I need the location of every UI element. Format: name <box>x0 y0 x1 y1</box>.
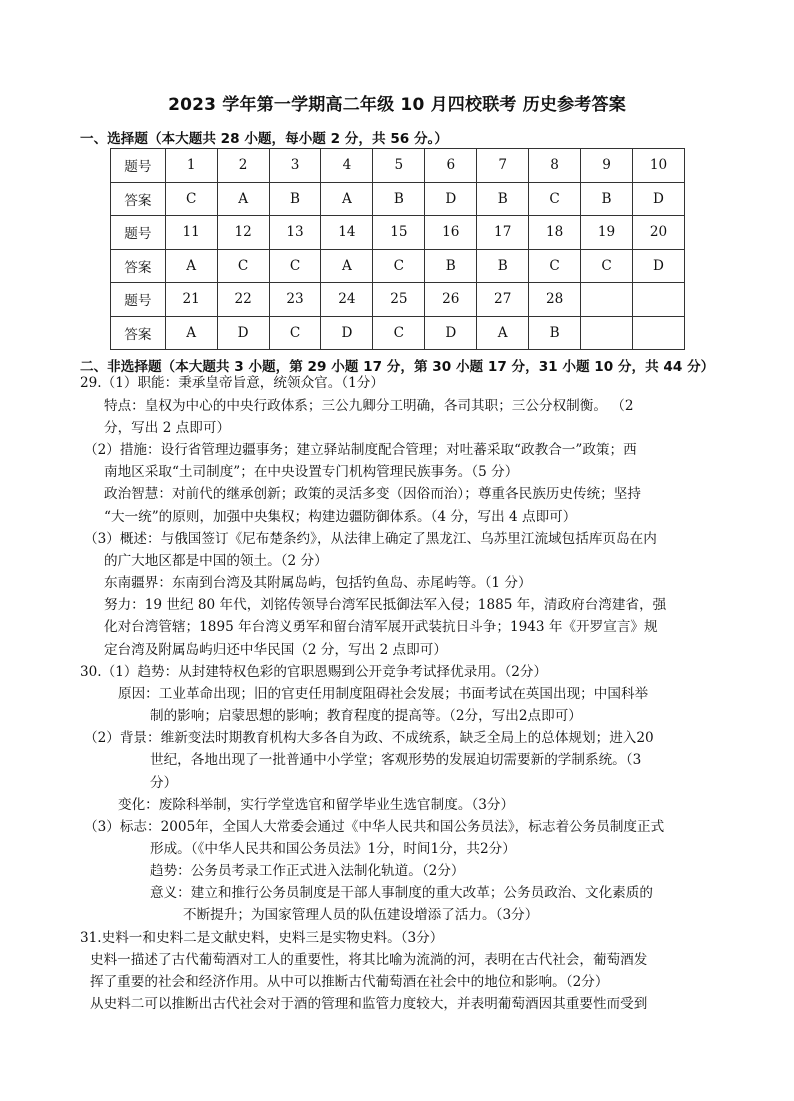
answer-line: 特点：皇权为中心的中央行政体系；三公九卿分工明确，各司其职；三公分权制衡。 （2 <box>104 398 634 414</box>
table-cell: C <box>217 249 269 283</box>
table-cell: 14 <box>321 216 373 250</box>
table-cell: 3 <box>269 149 321 183</box>
table-cell: D <box>321 316 373 350</box>
table-cell: C <box>529 249 581 283</box>
answer-line: 南地区采取“土司制度”；在中央设置专门机构管理民族事务。（5 分） <box>104 464 519 480</box>
answer-table <box>110 148 685 350</box>
table-row <box>111 283 685 317</box>
table-cell: B <box>269 182 321 216</box>
answer-line: 30.（1）趋势：从封建特权色彩的官职恩赐到公开竞争考试择优录用。（2分） <box>80 664 548 680</box>
table-cell: A <box>321 249 373 283</box>
answer-line: （2）措施：设行省管理边疆事务；建立驿站制度配合管理；对吐蕃采取“政教合一”政策；西 <box>84 442 637 458</box>
table-cell: 12 <box>217 216 269 250</box>
table-cell: C <box>529 182 581 216</box>
table-cell: 19 <box>581 216 633 250</box>
answer-line: 从史料二可以推断出古代社会对于酒的管理和监管力度较大，并表明葡萄酒因其重要性而受到 <box>90 996 648 1012</box>
table-cell: D <box>633 249 685 283</box>
answer-line: 分） <box>150 775 178 791</box>
answer-line: （3）概述：与俄国签订《尼布楚条约》，从法律上确定了黑龙江、乌苏里江流域包括库页岛在内 <box>84 531 657 547</box>
table-cell: 26 <box>425 283 477 317</box>
answer-line: （2）背景：维新变法时期教育机构大多各自为政、不成统系，缺乏全局上的总体规划；进入20 <box>84 730 654 746</box>
table-cell: C <box>373 249 425 283</box>
section-heading-choice: 一、选择题（本大题共 28 小题，每小题 2 分，共 56 分。） <box>80 131 448 147</box>
table-cell: B <box>529 316 581 350</box>
answer-line: 世纪，各地出现了一批普通中小学堂；客观形势的发展迫切需要新的学制系统。（3 <box>150 752 642 768</box>
row-label: 题号 <box>111 283 166 317</box>
table-cell <box>581 316 633 350</box>
table-cell <box>581 283 633 317</box>
table-cell: D <box>217 316 269 350</box>
table-cell: 9 <box>581 149 633 183</box>
answer-line: 挥了重要的社会和经济作用。从中可以推断古代葡萄酒在社会中的地位和影响。（2分） <box>90 974 609 990</box>
table-cell: D <box>425 316 477 350</box>
table-cell: A <box>477 316 529 350</box>
table-row <box>111 216 685 250</box>
table-cell: 23 <box>269 283 321 317</box>
table-cell: A <box>321 182 373 216</box>
table-cell: 8 <box>529 149 581 183</box>
answer-line: 定台湾及附属岛屿归还中华民国（2 分，写出 2 点即可） <box>104 642 447 658</box>
table-row <box>111 182 685 216</box>
table-cell: D <box>425 182 477 216</box>
table-cell: B <box>477 182 529 216</box>
answer-line: 化对台湾管辖；1895 年台湾义勇军和留台清军展开武装抗日斗争；1943 年《开罗宣言》规 <box>104 619 658 635</box>
table-cell: 1 <box>165 149 217 183</box>
answer-line: 分，写出 2 点即可） <box>104 420 231 436</box>
table-cell: A <box>165 249 217 283</box>
table-cell: 5 <box>373 149 425 183</box>
row-label: 题号 <box>111 149 166 183</box>
answer-line: 的广大地区都是中国的领土。（2 分） <box>104 553 328 569</box>
table-cell: A <box>165 316 217 350</box>
table-cell: 20 <box>633 216 685 250</box>
answer-line: 政治智慧：对前代的继承创新；政策的灵活多变（因俗而治）；尊重各民族历史传统；坚持 <box>104 486 641 502</box>
table-cell: 15 <box>373 216 425 250</box>
table-row <box>111 249 685 283</box>
table-cell: 22 <box>217 283 269 317</box>
row-label: 答案 <box>111 182 166 216</box>
row-label: 题号 <box>111 216 166 250</box>
answer-line: 史料一描述了古代葡萄酒对工人的重要性，将其比喻为流淌的河，表明在古代社会，葡萄酒发 <box>90 952 648 968</box>
answer-line: “大一统”的原则，加强中央集权；构建边疆防御体系。（4 分，写出 4 点即可） <box>104 509 577 525</box>
table-row <box>111 149 685 183</box>
table-row <box>111 316 685 350</box>
table-cell: B <box>373 182 425 216</box>
row-label: 答案 <box>111 249 166 283</box>
table-cell: 24 <box>321 283 373 317</box>
row-label: 答案 <box>111 316 166 350</box>
answer-line: 变化：废除科举制，实行学堂选官和留学毕业生选官制度。（3分） <box>118 797 515 813</box>
table-cell: B <box>581 182 633 216</box>
table-cell: 21 <box>165 283 217 317</box>
answer-line: 东南疆界：东南到台湾及其附属岛屿，包括钓鱼岛、赤尾屿等。（1 分） <box>104 575 532 591</box>
answer-line: 制的影响；启蒙思想的影响；教育程度的提高等。（2分，写出2点即可） <box>150 708 582 724</box>
table-cell: 28 <box>529 283 581 317</box>
section-heading-nonchoice: 二、非选择题（本大题共 3 小题，第 29 小题 17 分，第 30 小题 17 分，31 小题 10 分，共 44 分） <box>80 359 715 375</box>
answer-line: 趋势：公务员考录工作正式进入法制化轨道。（2分） <box>150 863 465 879</box>
answer-line: 29.（1）职能：秉承皇帝旨意，统领众官。（1分） <box>80 375 384 391</box>
table-cell: C <box>165 182 217 216</box>
answer-line: 意义：建立和推行公务员制度是干部人事制度的重大改革；公务员政治、文化素质的 <box>150 885 653 901</box>
answer-line: （3）标志：2005年，全国人大常委会通过《中华人民共和国公务员法》，标志着公务员制度正式 <box>84 819 665 835</box>
table-cell: A <box>217 182 269 216</box>
page-title: 2023 学年第一学期高二年级 10 月四校联考 历史参考答案 <box>168 95 626 115</box>
table-cell: 27 <box>477 283 529 317</box>
answer-line: 形成。（《中华人民共和国公务员法》1分，时间1分，共2分） <box>150 841 516 857</box>
table-cell: 7 <box>477 149 529 183</box>
table-cell: C <box>269 316 321 350</box>
answer-line: 31.史料一和史料二是文献史料，史料三是实物史料。（3分） <box>80 930 444 946</box>
table-cell: 25 <box>373 283 425 317</box>
table-cell: 16 <box>425 216 477 250</box>
table-cell: 6 <box>425 149 477 183</box>
answer-line: 不断提升；为国家管理人员的队伍建设增添了活力。（3分） <box>183 907 539 923</box>
table-cell: C <box>373 316 425 350</box>
answer-line: 原因：工业革命出现；旧的官吏任用制度阻碍社会发展；书面考试在英国出现；中国科举 <box>118 686 649 702</box>
table-cell: 11 <box>165 216 217 250</box>
table-cell: B <box>477 249 529 283</box>
table-cell <box>633 283 685 317</box>
table-cell: C <box>581 249 633 283</box>
table-cell <box>633 316 685 350</box>
table-cell: 13 <box>269 216 321 250</box>
table-cell: 4 <box>321 149 373 183</box>
table-cell: B <box>425 249 477 283</box>
table-cell: 10 <box>633 149 685 183</box>
table-cell: 2 <box>217 149 269 183</box>
table-cell: 17 <box>477 216 529 250</box>
table-cell: D <box>633 182 685 216</box>
table-cell: 18 <box>529 216 581 250</box>
answer-line: 努力：19 世纪 80 年代，刘铭传领导台湾军民抵御法军入侵；1885 年，清政府台湾建省，强 <box>104 597 667 613</box>
table-cell: C <box>269 249 321 283</box>
